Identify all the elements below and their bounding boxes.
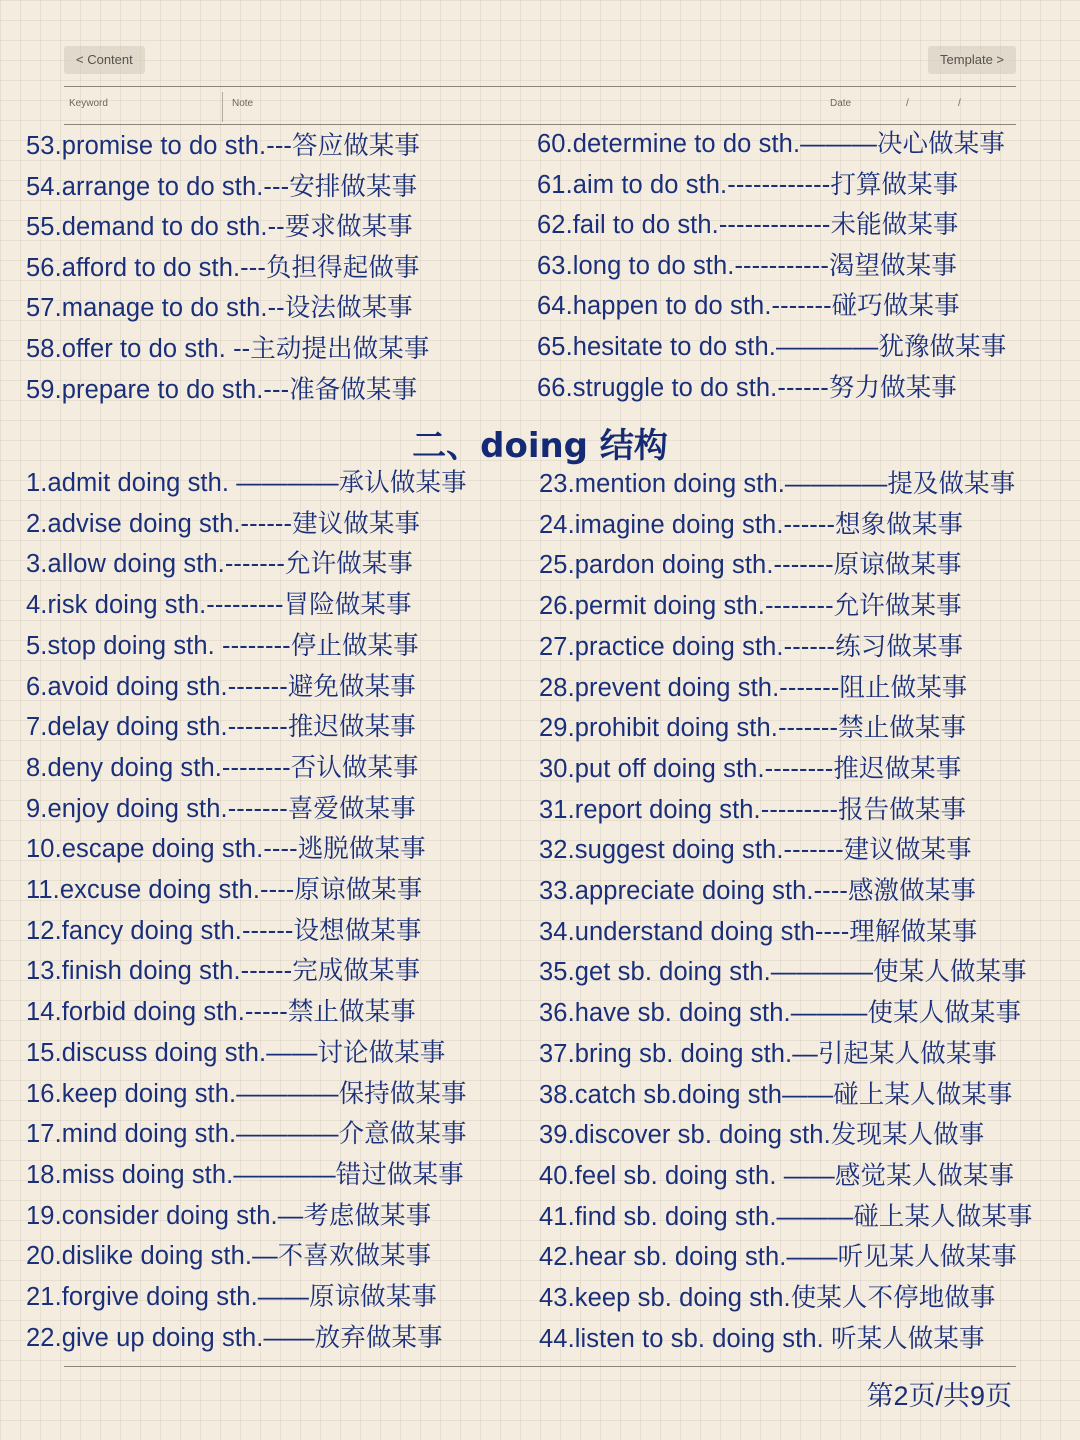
list-item: 66.struggle to do sth.------努力做某事 [537, 374, 957, 402]
template-button[interactable]: Template > [928, 46, 1016, 74]
list-item: 28.prevent doing sth.-------阻止做某事 [539, 673, 968, 702]
keyword-label: Keyword [69, 98, 108, 109]
list-item: 16.keep doing sth.————保持做某事 [26, 1079, 467, 1108]
list-item: 56.afford to do sth.---负担得起做事 [26, 254, 420, 282]
list-item: 15.discuss doing sth.——讨论做某事 [26, 1038, 446, 1067]
list-item: 11.excuse doing sth.----原谅做某事 [26, 876, 423, 904]
list-item: 22.give up doing sth.——放弃做某事 [26, 1323, 443, 1352]
list-item: 13.finish doing sth.------完成做某事 [26, 957, 421, 986]
list-item: 60.determine to do sth.———决心做某事 [537, 130, 1005, 158]
list-item: 31.report doing sth.---------报告做某事 [539, 795, 967, 824]
list-item: 43.keep sb. doing sth.使某人不停地做事 [539, 1284, 996, 1312]
list-item: 35.get sb. doing sth.————使某人做某事 [539, 958, 1027, 987]
list-item: 64.happen to do sth.-------碰巧做某事 [537, 292, 960, 320]
list-item: 14.forbid doing sth.-----禁止做某事 [26, 998, 416, 1026]
list-item: 55.demand to do sth.--要求做某事 [26, 213, 413, 241]
list-item: 26.permit doing sth.--------允许做某事 [539, 592, 962, 620]
list-item: 7.delay doing sth.-------推迟做某事 [26, 713, 416, 742]
list-item: 6.avoid doing sth.-------避免做某事 [26, 672, 416, 701]
list-item: 57.manage to do sth.--设法做某事 [26, 294, 413, 322]
list-item: 40.feel sb. doing sth. ——感觉某人做某事 [539, 1162, 1015, 1190]
list-item: 2.advise doing sth.------建议做某事 [26, 509, 421, 538]
header-divider [222, 92, 223, 122]
list-item: 39.discover sb. doing sth.发现某人做事 [539, 1121, 985, 1150]
list-item: 24.imagine doing sth.------想象做某事 [539, 510, 964, 539]
list-item: 19.consider doing sth.—考虑做某事 [26, 1201, 432, 1230]
list-item: 32.suggest doing sth.-------建议做某事 [539, 836, 972, 865]
page-indicator: 第2页/共9页 [866, 1381, 1012, 1411]
list-item: 10.escape doing sth.----逃脱做某事 [26, 835, 426, 864]
date-separator: / [958, 98, 961, 109]
list-item: 42.hear sb. doing sth.——听见某人做某事 [539, 1243, 1017, 1272]
header-top-rule [64, 86, 1016, 87]
section-heading: 二、doing 结构 [412, 426, 668, 466]
list-item: 5.stop doing sth. --------停止做某事 [26, 631, 419, 660]
list-item: 17.mind doing sth.————介意做某事 [26, 1120, 467, 1149]
list-item: 65.hesitate to do sth.————犹豫做某事 [537, 333, 1007, 361]
list-item: 54.arrange to do sth.---安排做某事 [26, 173, 418, 201]
content-back-button[interactable]: < Content [64, 46, 145, 74]
list-item: 12.fancy doing sth.------设想做某事 [26, 916, 422, 945]
top-nav [64, 46, 1016, 74]
list-item: 63.long to do sth.-----------渴望做某事 [537, 252, 957, 280]
list-item: 41.find sb. doing sth.———碰上某人做某事 [539, 1202, 1033, 1231]
list-item: 8.deny doing sth.--------否认做某事 [26, 754, 419, 782]
list-item: 33.appreciate doing sth.----感激做某事 [539, 877, 976, 905]
list-item: 44.listen to sb. doing sth. 听某人做某事 [539, 1324, 985, 1353]
notebook-header [64, 98, 1016, 116]
list-item: 18.miss doing sth.————错过做某事 [26, 1161, 464, 1189]
list-item: 37.bring sb. doing sth.—引起某人做某事 [539, 1039, 998, 1068]
list-item: 36.have sb. doing sth.———使某人做某事 [539, 999, 1022, 1027]
date-label: Date [830, 98, 852, 109]
list-item: 20.dislike doing sth.—不喜欢做某事 [26, 1242, 432, 1271]
footer-rule [64, 1366, 1016, 1367]
list-item: 29.prohibit doing sth.-------禁止做某事 [539, 714, 967, 743]
list-item: 30.put off doing sth.--------推迟做某事 [539, 755, 962, 783]
list-item: 27.practice doing sth.------练习做某事 [539, 632, 964, 661]
list-item: 25.pardon doing sth.-------原谅做某事 [539, 551, 962, 580]
note-label: Note [232, 98, 254, 109]
list-item: 21.forgive doing sth.——原谅做某事 [26, 1283, 437, 1311]
list-item: 59.prepare to do sth.---准备做某事 [26, 376, 418, 404]
list-item: 23.mention doing sth.————提及做某事 [539, 470, 1016, 498]
list-item: 34.understand doing sth----理解做某事 [539, 917, 978, 946]
list-item: 62.fail to do sth.-------------未能做某事 [537, 211, 959, 239]
list-item: 1.admit doing sth. ————承认做某事 [26, 469, 467, 497]
list-item: 3.allow doing sth.-------允许做某事 [26, 550, 413, 579]
list-item: 4.risk doing sth.---------冒险做某事 [26, 591, 412, 619]
list-item: 58.offer to do sth. --主动提出做某事 [26, 335, 430, 363]
list-item: 9.enjoy doing sth.-------喜爱做某事 [26, 794, 416, 823]
list-item: 61.aim to do sth.------------打算做某事 [537, 171, 959, 199]
date-separator: / [906, 98, 909, 109]
list-item: 38.catch sb.doing sth——碰上某人做某事 [539, 1080, 1013, 1109]
list-item: 53.promise to do sth.---答应做某事 [26, 132, 421, 160]
